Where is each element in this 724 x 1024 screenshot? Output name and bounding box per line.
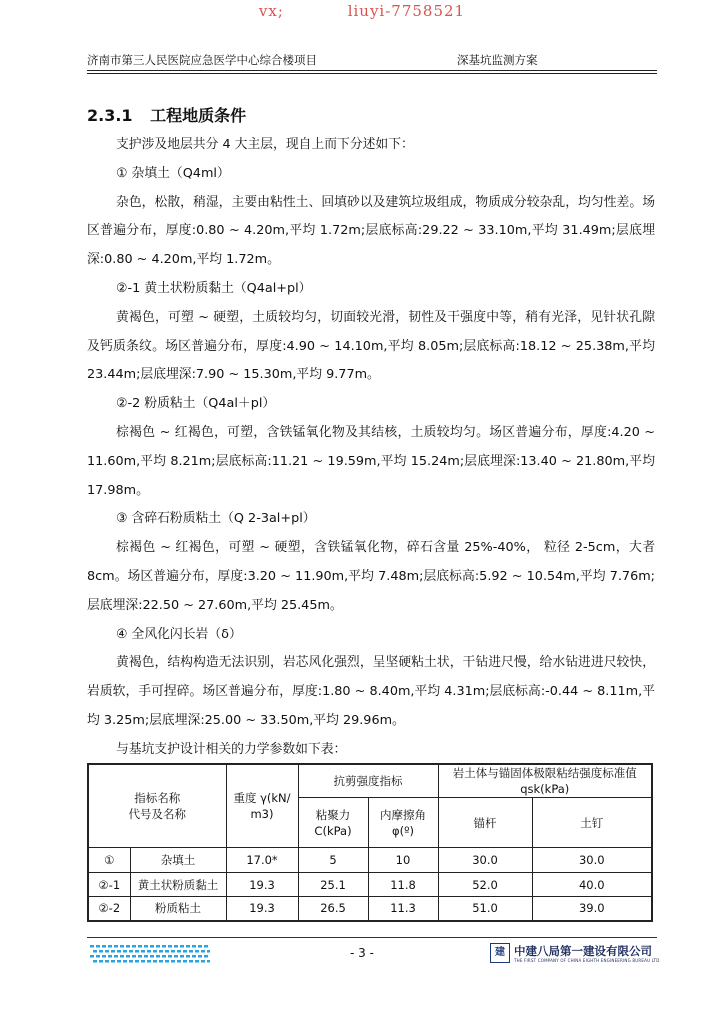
row-friction: 11.3 bbox=[368, 897, 438, 921]
row-code: ① bbox=[88, 848, 130, 873]
row-nail: 39.0 bbox=[532, 897, 652, 921]
company-name-en: THE FIRST COMPANY OF CHINA EIGHTH ENGINEERING BUREAU LTD bbox=[514, 958, 660, 963]
parameter-table bbox=[87, 763, 653, 922]
row-cohesion: 25.1 bbox=[298, 873, 368, 897]
watermark bbox=[0, 2, 724, 20]
layer-title-3: ③ 含碎石粉质粘土（Q 2-3al+pl） bbox=[116, 511, 316, 527]
page-header bbox=[87, 52, 657, 70]
layer-title-4: ④ 全风化闪长岩（δ） bbox=[116, 626, 242, 642]
paragraph-intro: 支护涉及地层共分 4 大主层，现自上而下分述如下： bbox=[116, 137, 414, 152]
row-nail: 30.0 bbox=[532, 848, 652, 873]
watermark-part-b: liuyi-7758521 bbox=[347, 2, 466, 20]
layer-desc-2-2: 棕褐色 ~ 红褐色，可塑，含铁锰氧化物及其结核，土质较均匀。场区普遍分布，厚度:4.20 ~ 11.60m,平均 8.21m;层底标高:11.21 ~ 19.59m,平均 15.24m;层底埋深:13.40 ~ 21.80m,平均 17.98m。 bbox=[87, 424, 655, 498]
company-name: 中建八局第一建设有限公司 bbox=[514, 944, 652, 958]
row-anchor: 30.0 bbox=[438, 848, 532, 873]
company-mark-icon: 建 bbox=[490, 943, 510, 963]
row-cohesion: 26.5 bbox=[298, 897, 368, 921]
table-row bbox=[88, 873, 652, 897]
header-friction-angle: 内摩擦角 φ(º) bbox=[368, 798, 438, 848]
header-unit-weight: 重度 γ(kN/ m3) bbox=[226, 764, 298, 848]
body-text bbox=[87, 131, 655, 765]
row-name: 黄土状粉质黏土 bbox=[130, 873, 226, 897]
table-intro: 与基坑支护设计相关的力学参数如下表： bbox=[116, 741, 347, 757]
section-title: 工程地质条件 bbox=[150, 106, 247, 125]
layer-desc-1: 杂色，松散，稍湿，主要由粘性土、回填砂以及建筑垃圾组成，物质成分较杂乱，均匀性差。场区普遍分布，厚度:0.80 ~ 4.20m,平均 1.72m;层底标高:29.22 ~ 33.10m,平均 31.49m;层底埋深:0.80 ~ 4.20m,平均 1.72m。 bbox=[87, 194, 655, 268]
header-index: 指标名称 代号及名称 bbox=[88, 764, 226, 848]
row-gamma: 19.3 bbox=[226, 873, 298, 897]
header-doc-title: 深基坑监测方案 bbox=[457, 53, 538, 67]
layer-title-1: ① 杂填土（Q4ml） bbox=[116, 165, 230, 181]
section-number: 2.3.1 bbox=[87, 106, 133, 125]
watermark-part-a: vx; bbox=[258, 2, 284, 20]
row-name: 粉质粘土 bbox=[130, 897, 226, 921]
row-friction: 10 bbox=[368, 848, 438, 873]
footer-rule bbox=[87, 937, 657, 938]
header-shear-strength: 抗剪强度指标 bbox=[298, 764, 438, 798]
row-code: ②-1 bbox=[88, 873, 130, 897]
row-gamma: 17.0* bbox=[226, 848, 298, 873]
parameter-table-wrap bbox=[87, 763, 651, 922]
row-nail: 40.0 bbox=[532, 873, 652, 897]
row-anchor: 51.0 bbox=[438, 897, 532, 921]
layer-desc-3: 棕褐色 ~ 红褐色，可塑 ~ 硬塑，含铁锰氧化物，碎石含量 25%-40%， 粒径 2-5cm，大者 8cm。场区普遍分布，厚度:3.20 ~ 11.90m,平均 7.48m;层底标高:5.92 ~ 10.54m,平均 7.76m;层底埋深:22.50 ~ 27.60m,平均 25.45m。 bbox=[87, 540, 655, 613]
header-nail: 土钉 bbox=[532, 798, 652, 848]
section-heading bbox=[87, 103, 246, 126]
table-row bbox=[88, 897, 652, 921]
page-number: - 3 - bbox=[350, 946, 374, 960]
header-rule-thick bbox=[87, 73, 657, 74]
layer-title-2-1: ②-1 黄土状粉质黏土（Q4al+pl） bbox=[116, 280, 312, 296]
row-gamma: 19.3 bbox=[226, 897, 298, 921]
row-friction: 11.8 bbox=[368, 873, 438, 897]
row-name: 杂填土 bbox=[130, 848, 226, 873]
header-project: 济南市第三人民医院应急医学中心综合楼项目 bbox=[87, 53, 317, 67]
header-bond-strength: 岩土体与锚固体极限粘结强度标准值 qsk(kPa) bbox=[438, 764, 652, 798]
row-cohesion: 5 bbox=[298, 848, 368, 873]
layer-desc-4: 黄褐色，结构构造无法识别，岩芯风化强烈，呈坚硬粘土状，干钻进尺慢，给水钻进进尺较快，岩质软，手可捏碎。场区普遍分布，厚度:1.80 ~ 8.40m,平均 4.31m;层底标高:-0.44 ~ 8.11m,平均 3.25m;层底埋深:25.00 ~ 33.50m,平均 29.96m。 bbox=[87, 655, 655, 728]
header-cohesion: 粘聚力 C(kPa) bbox=[298, 798, 368, 848]
table-row bbox=[88, 848, 652, 873]
layer-desc-2-1: 黄褐色，可塑 ~ 硬塑，土质较均匀，切面较光滑，韧性及干强度中等，稍有光泽，见针状孔隙及钙质条纹。场区普遍分布，厚度:4.90 ~ 14.10m,平均 8.05m;层底标高:18.12 ~ 25.38m,平均 23.44m;层底埋深:7.90 ~ 15.30m,平均 9.77m。 bbox=[87, 309, 655, 383]
header-rule bbox=[87, 70, 657, 71]
row-code: ②-2 bbox=[88, 897, 130, 921]
row-anchor: 52.0 bbox=[438, 873, 532, 897]
layer-title-2-2: ②-2 粉质粘土（Q4al＋pl） bbox=[116, 396, 276, 412]
header-anchor: 锚杆 bbox=[438, 798, 532, 848]
